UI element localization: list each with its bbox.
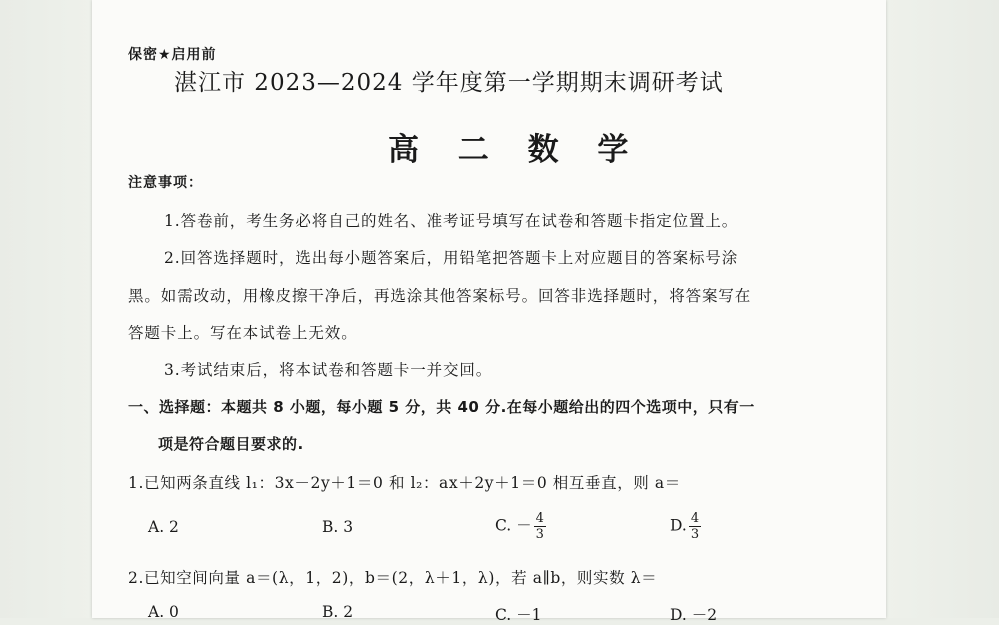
notice-item-2-line-2: 黑。如需改动，用橡皮擦干净后，再选涂其他答案标号。回答非选择题时，将答案写在 <box>128 287 752 305</box>
fraction-numerator: 4 <box>535 511 544 526</box>
question-2-option-a: A. 0 <box>148 603 179 621</box>
question-2-option-d: D. －2 <box>670 606 718 624</box>
subject-title: 高 二 数 学 <box>388 132 643 168</box>
background-right <box>886 0 999 618</box>
notice-item-2-line-3: 答题卡上。写在本试卷上无效。 <box>128 324 358 342</box>
question-2-option-c: C. －1 <box>495 606 542 624</box>
option-d-label: D. <box>670 516 687 535</box>
option-c-label: C. － <box>495 516 532 535</box>
question-1-stem: 1.已知两条直线 l₁：3x－2y＋1＝0 和 l₂：ax＋2y＋1＝0 相互垂直，则 a＝ <box>128 474 681 492</box>
question-2-option-b: B. 2 <box>322 603 354 621</box>
section-heading-line-1: 一、选择题：本题共 8 小题，每小题 5 分，共 40 分.在每小题给出的四个选项中，只有一 <box>128 398 755 416</box>
fraction-denominator: 3 <box>535 527 544 542</box>
question-1-option-c <box>495 511 546 542</box>
fraction-denominator: 3 <box>690 527 700 542</box>
notice-item-3: 3.考试结束后，将本试卷和答题卡一并交回。 <box>164 361 493 379</box>
notice-heading: 注意事项： <box>128 175 203 191</box>
option-d-fraction <box>689 511 701 542</box>
question-2-stem: 2.已知空间向量 a＝(λ，1，2)，b＝(2，λ＋1，λ)，若 a∥b，则实数 λ＝ <box>128 569 658 587</box>
option-c-fraction <box>534 511 546 542</box>
exam-paper <box>92 0 886 624</box>
question-1-option-b: B. 3 <box>322 518 354 536</box>
section-heading-line-2: 项是符合题目要求的. <box>158 435 304 453</box>
confidential-label: 保密★启用前 <box>128 47 217 63</box>
background-left <box>0 0 92 618</box>
question-1-option-a: A. 2 <box>148 518 179 536</box>
notice-item-2-line-1: 2.回答选择题时，选出每小题答案后，用铅笔把答题卡上对应题目的答案标号涂 <box>164 249 739 267</box>
notice-item-1: 1.答卷前，考生务必将自己的姓名、准考证号填写在试卷和答题卡指定位置上。 <box>164 212 739 230</box>
question-1-option-d <box>670 511 701 542</box>
exam-title: 湛江市 2023—2024 学年度第一学期期末调研考试 <box>174 70 724 96</box>
fraction-numerator: 4 <box>690 511 700 526</box>
